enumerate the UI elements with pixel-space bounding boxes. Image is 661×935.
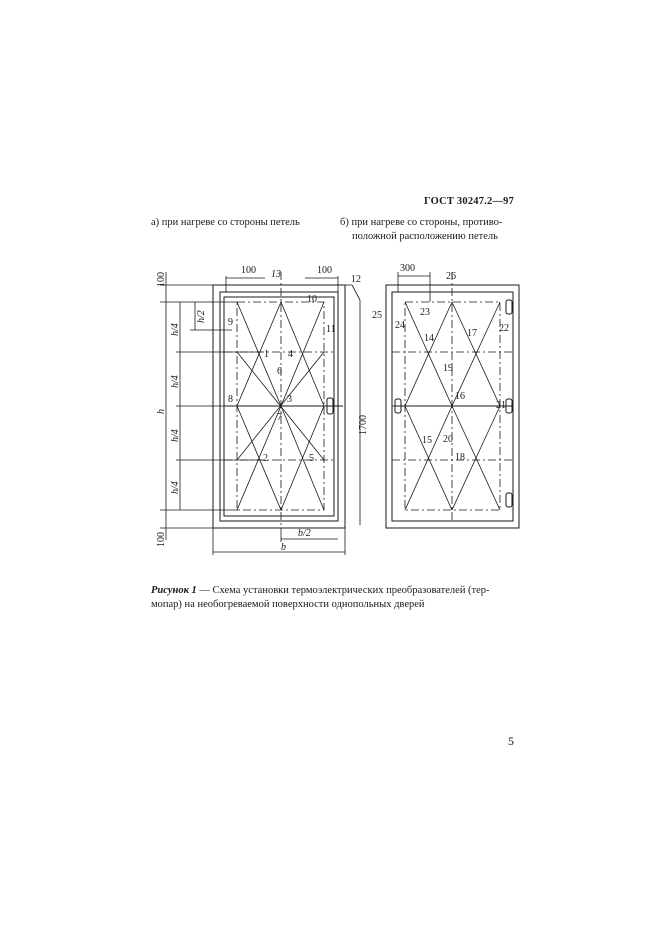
point-9: 9: [228, 317, 233, 328]
figure-caption-line1: [151, 584, 490, 598]
point-8: 8: [228, 394, 233, 405]
caption-text: — Схема установки термоэлектрических преобразователей (тер-: [196, 585, 490, 596]
caption-lead: Рисунок 1: [151, 585, 197, 596]
point-23: 23: [420, 307, 430, 318]
point-25: 25: [372, 310, 382, 321]
dim-bottom: 100: [156, 532, 167, 547]
dim-h: h: [156, 409, 167, 414]
point-4: 4: [288, 349, 293, 360]
point-7: 7: [277, 412, 282, 423]
point-6: 6: [277, 366, 282, 377]
point-17: 17: [467, 328, 477, 339]
dim-height: 1700: [358, 415, 369, 435]
point-26: 26: [446, 271, 456, 282]
point-21: 21: [496, 400, 506, 411]
point-2: 2: [263, 453, 268, 464]
subtitle-a: а) при нагреве со стороны петель: [151, 217, 300, 228]
standard-header: ГОСТ 30247.2—97: [424, 196, 515, 207]
point-19: 19: [443, 363, 453, 374]
point-11: 11: [326, 324, 336, 335]
dim-h4-2: h/4: [170, 375, 181, 388]
point-3: 3: [287, 394, 292, 405]
dim-h4-3: h/4: [170, 429, 181, 442]
dim-side-left: 100: [241, 265, 256, 276]
point-1: 1: [264, 349, 269, 360]
point-14: 14: [424, 333, 434, 344]
point-5: 5: [309, 453, 314, 464]
point-24: 24: [395, 320, 405, 331]
point-13: 13: [271, 269, 281, 280]
dim-300: 300: [400, 263, 415, 274]
page-number: 5: [508, 734, 514, 748]
subtitle-b-line1: б) при нагреве со стороны, противо-: [340, 217, 503, 228]
dim-b2: b/2: [298, 528, 311, 539]
dim-b: b: [281, 542, 286, 553]
figure-caption-line2: мопар) на необогреваемой поверхности однопольных дверей: [151, 599, 425, 610]
subtitle-b-line2: положной расположению петель: [352, 231, 498, 242]
dim-h4-1: h/4: [170, 323, 181, 336]
dim-h2: h/2: [196, 310, 207, 323]
dim-top: 100: [156, 272, 167, 287]
point-15: 15: [422, 435, 432, 446]
right-door-dimension-lines: [398, 272, 430, 302]
dim-h4-4: h/4: [170, 481, 181, 494]
point-16: 16: [455, 391, 465, 402]
right-door-centerlines: [392, 272, 513, 520]
dim-side-right: 100: [317, 265, 332, 276]
point-20: 20: [443, 434, 453, 445]
point-22: 22: [499, 323, 509, 334]
right-door-labels: [372, 263, 509, 463]
point-18: 18: [455, 452, 465, 463]
point-10: 10: [307, 294, 317, 305]
point-12: 12: [351, 274, 361, 285]
